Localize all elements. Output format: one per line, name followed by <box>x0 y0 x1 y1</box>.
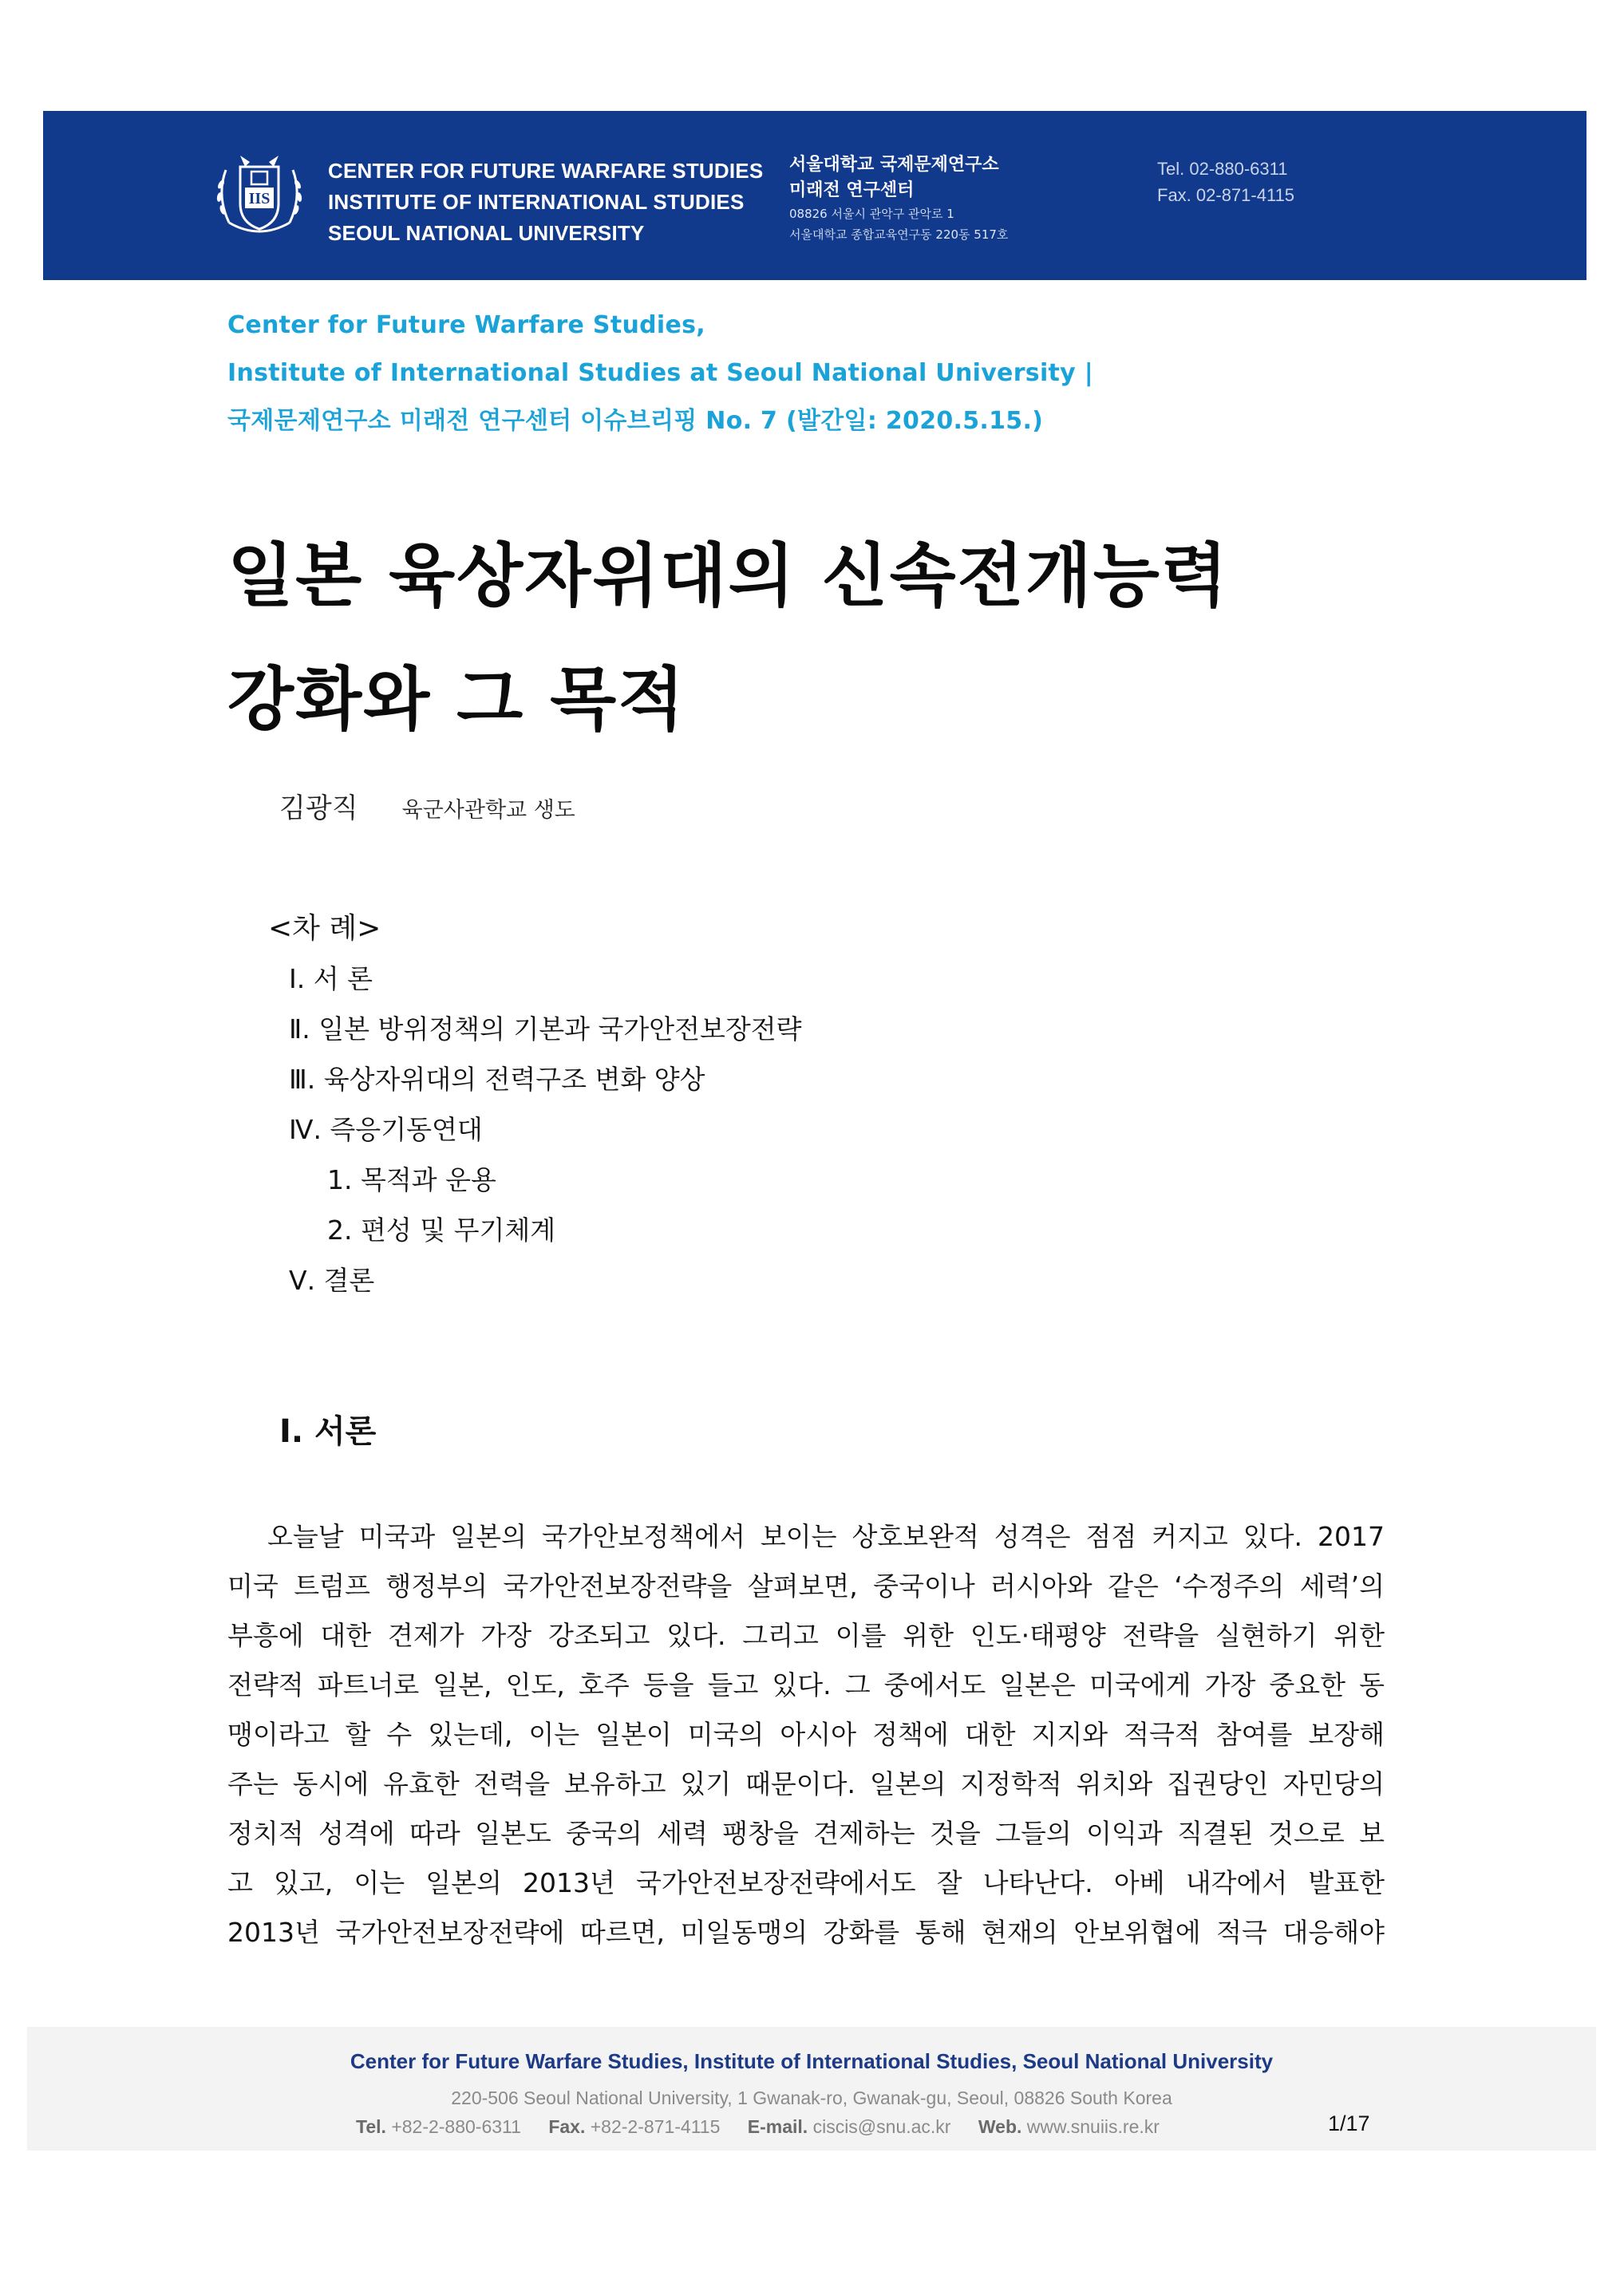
logo-text: IIS <box>248 190 271 207</box>
institute-name-line: INSTITUTE OF INTERNATIONAL STUDIES <box>328 190 745 214</box>
center-name-korean <box>789 152 1008 245</box>
footer-fax: +82-2-871-4115 <box>590 2116 721 2137</box>
footer-center-name: Center for Future Warfare Studies, Institute of International Studies, Seoul National University <box>350 2049 1274 2073</box>
toc-item: Ⅰ. 서 론 <box>289 963 373 994</box>
footer-web-label: Web. <box>978 2116 1022 2137</box>
table-of-contents <box>289 954 802 1306</box>
publication-line3: 국제문제연구소 미래전 연구센터 이슈브리핑 No. 7 (발간일: 2020.5.15.) <box>227 407 1044 435</box>
body-paragraph <box>227 1512 1385 1957</box>
paragraph-line: 오늘날 미국과 일본의 국가안보정책에서 보이는 상호보완적 성격은 점점 커지고 있다. 2017 <box>267 1521 1385 1552</box>
header-tel: Tel. 02-880-6311 <box>1157 159 1288 179</box>
header-fax: Fax. 02-871-4115 <box>1157 185 1295 205</box>
page-number: 1/17 <box>1328 2111 1370 2135</box>
footer-tel-label: Tel. <box>356 2116 386 2137</box>
toc-subitem: 2. 편성 및 무기체계 <box>327 1215 556 1246</box>
author-name: 김광직 <box>279 792 358 824</box>
toc-subitem: 1. 목적과 운용 <box>327 1164 496 1195</box>
university-name-line: SEOUL NATIONAL UNIVERSITY <box>328 221 645 245</box>
header-banner <box>43 111 1586 280</box>
paragraph-line: 주는 동시에 유효한 전력을 보유하고 있기 때문이다. 일본의 지정학적 위치와 집권당인 자민당의 <box>227 1768 1385 1799</box>
document-title <box>227 515 1229 762</box>
center-name-line: CENTER FOR FUTURE WARFARE STUDIES <box>328 159 764 183</box>
paragraph-line: 2013년 국가안전보장전략에 따르면, 미일동맹의 강화를 통해 현재의 안보위협에 적극 대응해야 <box>227 1917 1385 1948</box>
toc-item: Ⅴ. 결론 <box>289 1265 375 1296</box>
footer-contact <box>356 2116 1160 2138</box>
page-footer <box>27 2027 1596 2151</box>
paragraph-line: 부흥에 대한 견제가 가장 강조되고 있다. 그리고 이를 위한 인도·태평양 전략을 실현하기 위한 <box>227 1620 1385 1651</box>
author-info <box>279 786 575 825</box>
toc-heading: <차 례> <box>268 912 381 945</box>
paragraph-line: 고 있고, 이는 일본의 2013년 국가안전보장전략에서도 잘 나타난다. 아베 내각에서 발표한 <box>227 1867 1385 1898</box>
korean-address-line1: 08826 서울시 관악구 관악로 1 <box>789 207 954 221</box>
paragraph-line: 전략적 파트너로 일본, 인도, 호주 등을 들고 있다. 그 중에서도 일본은 미국에게 가장 중요한 동 <box>227 1669 1385 1701</box>
publication-info <box>227 302 1093 445</box>
footer-tel: +82-2-880-6311 <box>391 2116 521 2137</box>
toc-item: Ⅳ. 즉응기동연대 <box>289 1114 483 1145</box>
footer-web-link[interactable]: www.snuiis.re.kr <box>1026 2116 1160 2137</box>
korean-address-line2: 서울대학교 종합교육연구동 220동 517호 <box>789 227 1009 242</box>
footer-fax-label: Fax. <box>548 2116 586 2137</box>
korean-center-name: 미래전 연구센터 <box>789 180 915 200</box>
toc-item: Ⅲ. 육상자위대의 전력구조 변화 양상 <box>289 1064 705 1095</box>
paragraph-line: 정치적 성격에 따라 일본도 중국의 세력 팽창을 견제하는 것을 그들의 이익과 직결된 것으로 보 <box>227 1818 1385 1849</box>
paragraph-line: 맹이라고 할 수 있는데, 이는 일본이 미국의 아시아 정책에 대한 지지와 적극적 참여를 보장해 <box>227 1719 1385 1750</box>
publication-line2: Institute of International Studies at Seoul National University | <box>227 359 1094 387</box>
center-name-english <box>328 156 763 249</box>
paragraph-line: 미국 트럼프 행정부의 국가안전보장전략을 살펴보면, 중국이나 러시아와 같은 ‘수정주의 세력’의 <box>227 1570 1385 1602</box>
toc-item: Ⅱ. 일본 방위정책의 기본과 국가안전보장전략 <box>289 1013 802 1045</box>
section-heading: Ⅰ. 서론 <box>279 1413 377 1450</box>
author-affiliation: 육군사관학교 생도 <box>401 798 575 823</box>
footer-address: 220-506 Seoul National University, 1 Gwanak-ro, Gwanak-gu, Seoul, 08826 South Korea <box>451 2088 1172 2108</box>
title-line2: 강화와 그 목적 <box>227 660 686 740</box>
title-line1: 일본 육상자위대의 신속전개능력 <box>227 536 1229 616</box>
university-emblem-icon <box>210 146 309 245</box>
header-contact <box>1157 156 1294 208</box>
korean-institute-name: 서울대학교 국제문제연구소 <box>789 155 999 175</box>
footer-email-link[interactable]: ciscis@snu.ac.kr <box>812 2116 951 2137</box>
footer-email-label: E-mail. <box>747 2116 808 2137</box>
publication-line1: Center for Future Warfare Studies, <box>227 311 705 339</box>
